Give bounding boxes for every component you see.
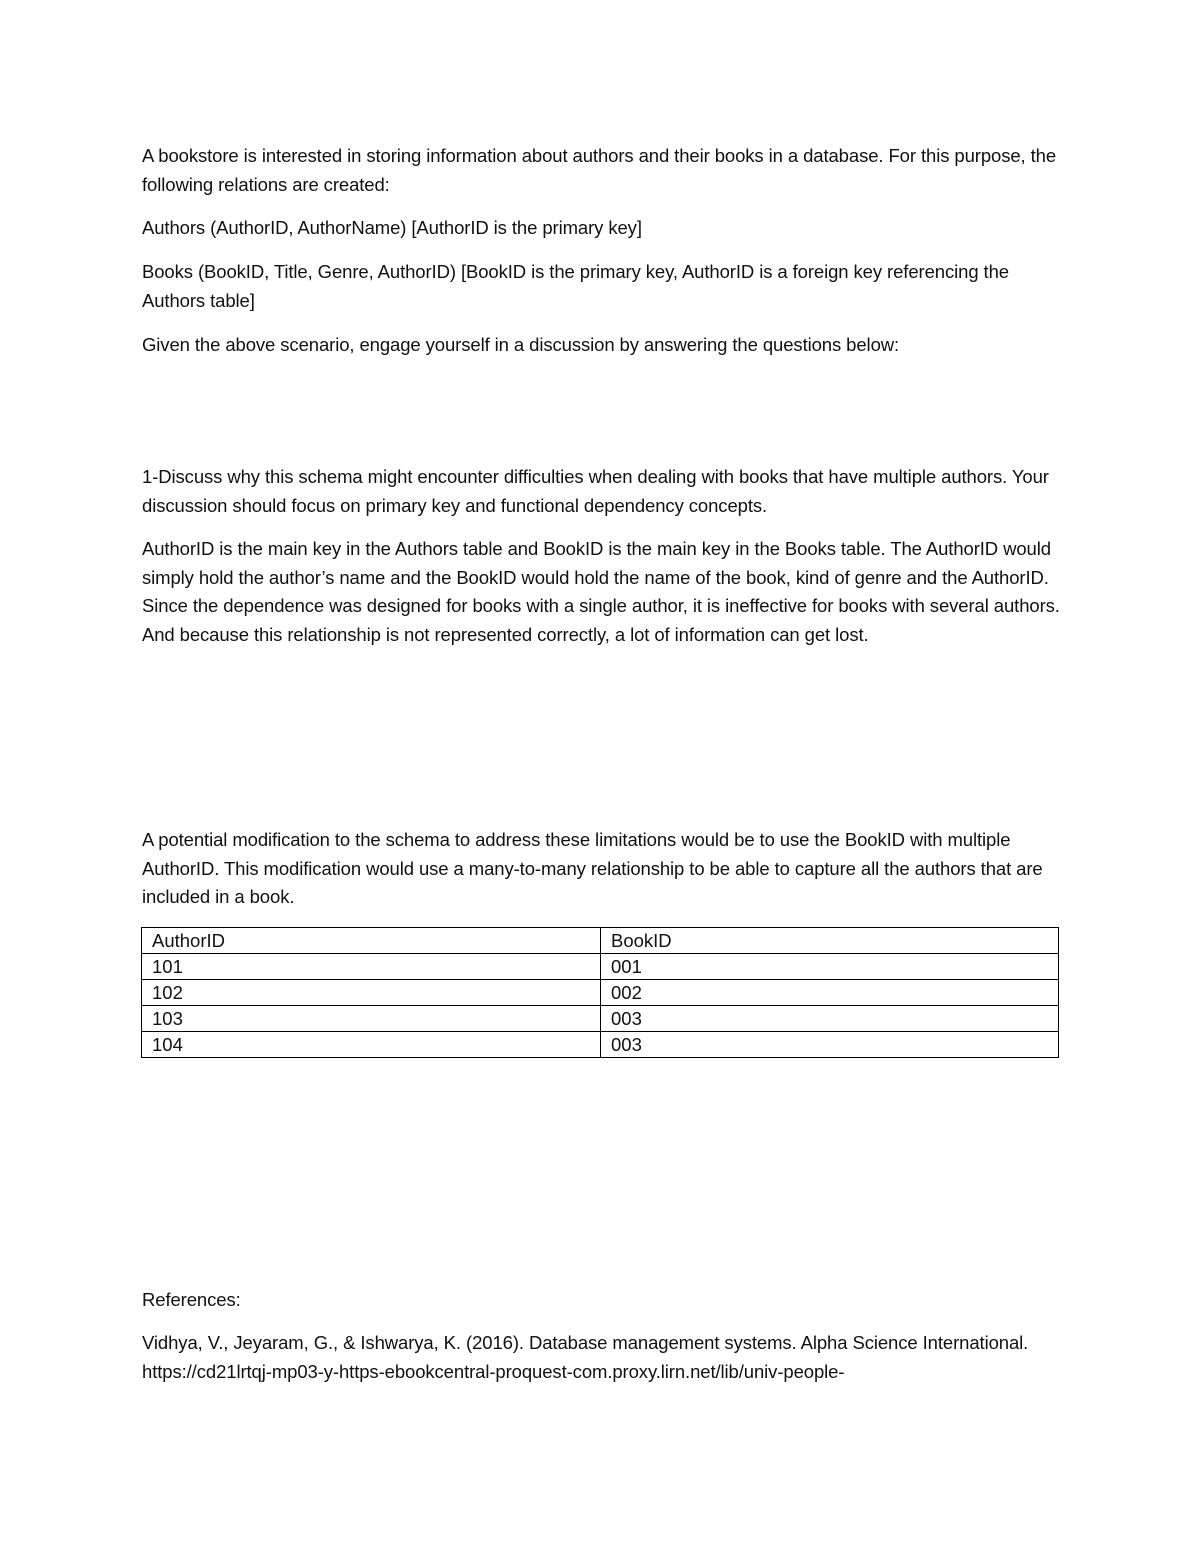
table-cell-authorid: 101 xyxy=(142,954,601,980)
table-header-authorid: AuthorID xyxy=(142,928,601,954)
table-cell-authorid: 103 xyxy=(142,1006,601,1032)
instruction-paragraph xyxy=(142,331,1062,360)
table-header-row xyxy=(142,928,1059,954)
table-cell-bookid: 002 xyxy=(601,980,1059,1006)
table-cell-authorid: 102 xyxy=(142,980,601,1006)
answer-1-text: AuthorID is the main key in the Authors table and BookID is the main key in the Books table. The AuthorID would simply hold the author’s name and the BookID would hold the name of the book, kind of genre and the AuthorID. Since the dependence was designed for books with a single author, it is ineffective for books with several authors. And because this relationship is not represented correctly, a lot of information can get lost. xyxy=(142,538,1060,645)
table-header-bookid: BookID xyxy=(601,928,1059,954)
modification-paragraph xyxy=(142,826,1062,912)
references-heading xyxy=(142,1286,1062,1315)
instruction-text: Given the above scenario, engage yourself in a discussion by answering the questions below: xyxy=(142,334,900,355)
table-row xyxy=(142,1032,1059,1058)
authors-relation-text: Authors (AuthorID, AuthorName) [AuthorID is the primary key] xyxy=(142,217,642,238)
authors-relation xyxy=(142,214,1062,243)
table-cell-bookid: 001 xyxy=(601,954,1059,980)
table-row xyxy=(142,954,1059,980)
books-relation-text: Books (BookID, Title, Genre, AuthorID) [BookID is the primary key, AuthorID is a foreign key referencing the Authors table] xyxy=(142,261,1009,311)
books-relation xyxy=(142,258,1062,315)
modification-text: A potential modification to the schema to address these limitations would be to use the BookID with multiple AuthorID. This modification would use a many-to-many relationship to be able to capture all the authors that are included in a book. xyxy=(142,829,1043,907)
reference-entry xyxy=(142,1329,1062,1386)
intro-paragraph xyxy=(142,142,1062,199)
question-1-text: 1-Discuss why this schema might encounter difficulties when dealing with books that have multiple authors. Your discussion should focus on primary key and functional dependency concepts. xyxy=(142,466,1049,516)
table-cell-bookid: 003 xyxy=(601,1006,1059,1032)
table-row xyxy=(142,980,1059,1006)
table-row xyxy=(142,1006,1059,1032)
answer-1 xyxy=(142,535,1062,649)
author-book-table xyxy=(141,927,1059,1058)
table-cell-bookid: 003 xyxy=(601,1032,1059,1058)
reference-text: Vidhya, V., Jeyaram, G., & Ishwarya, K. (2016). Database management systems. Alpha Science International. https://cd21lrtqj-mp03-y-https-ebookcentral-proquest-com.proxy.lirn.net/lib/univ-people- xyxy=(142,1332,1029,1382)
question-1 xyxy=(142,463,1062,520)
references-title: References: xyxy=(142,1289,241,1310)
table-cell-authorid: 104 xyxy=(142,1032,601,1058)
intro-text: A bookstore is interested in storing information about authors and their books in a database. For this purpose, the following relations are created: xyxy=(142,145,1057,195)
